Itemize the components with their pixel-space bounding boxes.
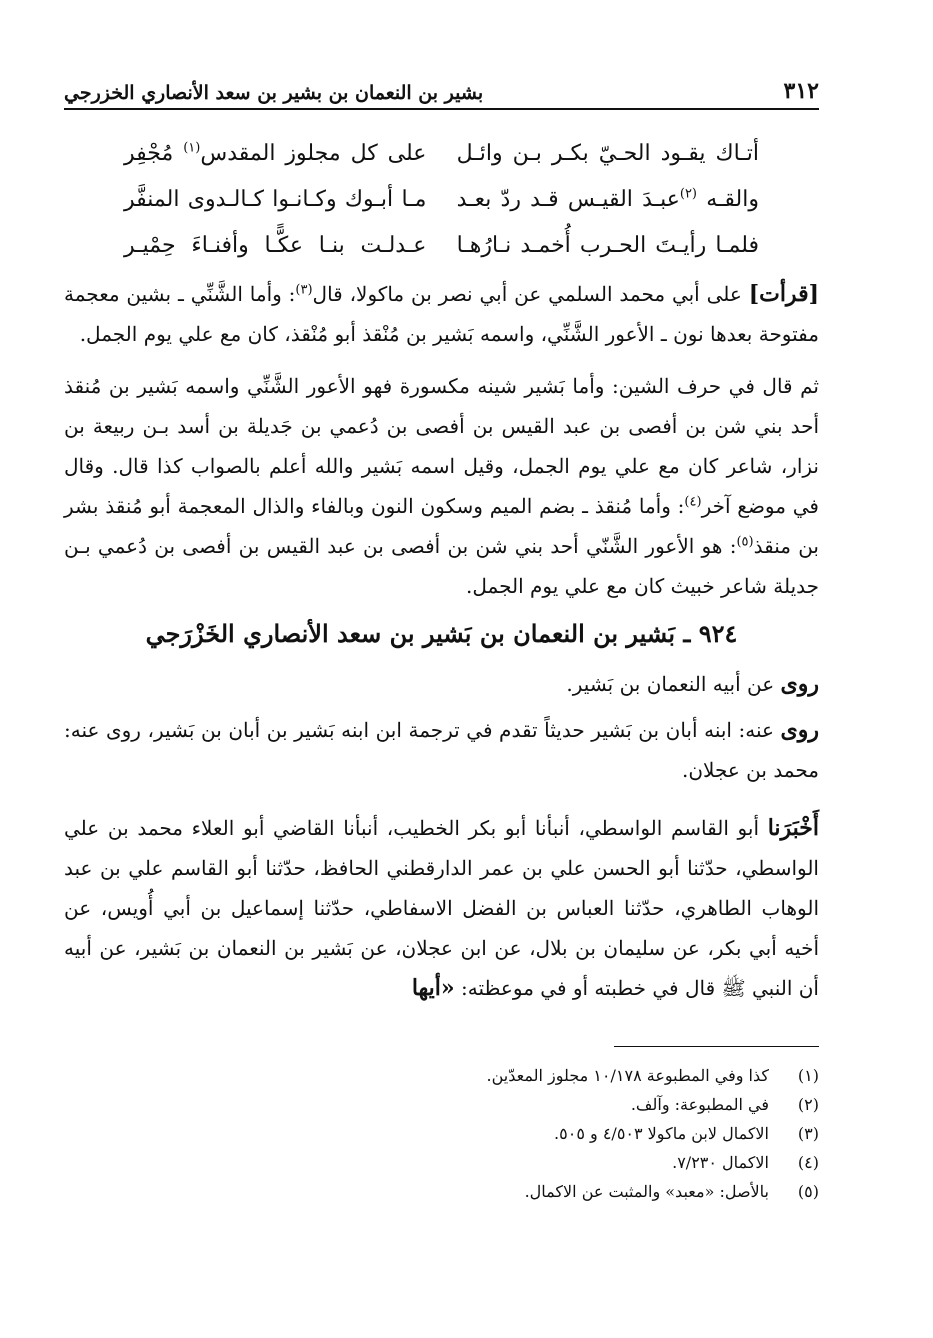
page-number: ٣١٢ [783,78,819,104]
footnote-5: (٥) بالأصل: «معبد» والمثبت عن الاكمال. [524,1182,819,1201]
footnote-ref-4[interactable]: (٤) [684,494,702,510]
verse-2 [64,176,819,222]
footnotes [64,1061,819,1206]
running-title: بشير بن النعمان بن بشير بن سعد الأنصاري الخزرجي [64,82,484,104]
verse-1-first-hemistich: أتـاك يقـود الحـيّ بكـر بـن وائـل [456,140,759,166]
lead-word: روى [780,717,819,743]
poem [64,130,819,268]
footnote-ref-3[interactable]: (٣) [295,282,313,298]
verse-1 [64,130,819,176]
footnote-ref-2[interactable]: (٢) [679,186,697,202]
book-page [64,70,819,1300]
paragraph-qarat: [قرأت] على أبي محمد السلمي عن أبي نصر بن ماكولا، قال$^{(٣)}$: وأما الشَّنِّي ـ بشين معجمة مفتوحة بعدها نون ـ الأعور الشَّنِّي، واسمه بَشير بن مُنْقذ أبو مُنْقذ، كان مع علي يوم الجمل. [64,281,819,346]
page-header [64,70,819,110]
footnote-ref-5[interactable]: (٥) [736,534,754,550]
footnote-2: (٢) في المطبوعة: وآلف. [630,1095,819,1114]
hadith-start: «أيها [411,975,455,1001]
footnote-1: (١) كذا وفي المطبوعة ١٠/١٧٨ مجلوز المعدّين. [486,1066,819,1085]
paragraph-riwaya-an: روى عن أبيه النعمان بن بَشير. [566,671,819,697]
entry-title: ٩٢٤ ـ بَشير بن النعمان بن بَشير بن سعد الأنصاري الخَزْرَجي [145,619,738,648]
verse-1-second-hemistich: على كل مجلوز المقدس$^{(١)}$ مُجْفِر [124,140,427,166]
footnote-separator [614,1046,819,1047]
paragraph-riwaya-anhu: روى عنه: ابنه أبان بن بَشير حديثاً تقدم في ترجمة ابن ابنه بَشير بن أبان بن بَشير، روى عنه: محمد بن عجلان. [64,717,819,782]
paragraph-shin: ثم قال في حرف الشين: وأما بَشير شينه مكسورة فهو الأعور الشَّنِّي واسمه بَشير بن مُنقذ أحد بني شن بن أفصى بن عبد القيس بن أفصى بن دُعمي بن جَديلة بن أسد بـن ربيعة بن نزار، شاعر كان مع علي يوم الجمل، وقيل اسمه بَشير والله أعلم بالصواب كذا قال. وقال في موضع آخر$^{(٤)}$: وأما مُنقذ ـ بضم الميم وسكون النون وبالفاء والذال المعجمة أبو مُنقذ بشر بن منقذ$^{(٥)}$: هو الأعور الشَّنّي أحد بني شن بن أفصى بن عبد القيس بن أفصى بن دُعمي بـن جديلة شاعر خبيث كان مع علي يوم الجمل. [64,374,819,598]
verse-3-first-hemistich: فلمـا رأيـتَ الحـرب أُخمـد نـارُهـا [456,232,759,258]
verse-3 [64,222,819,268]
footnote-3: (٣) الاكمال لابن ماكولا ٤/٥٠٣ و ٥٠٥. [554,1124,819,1143]
lead-word: [قرأت] [748,281,819,307]
footnote-ref-1[interactable]: (١) [183,140,201,156]
paragraph-isnad: أَخْبَرَنا أبو القاسم الواسطي، أنبأنا أبو بكر الخطيب، أنبأنا القاضي أبو العلاء محمد بن علي الواسطي، حدّثنا أبو الحسن علي بن عمر الدارقطني الحافظ، حدّثنا أبو القاسم علي بن عبد الوهاب الطاهري، حدّثنا العباس بن الفضل الاسفاطي، حدّثنا إسماعيل بن أبي أُويس، عن أخيه أبي بكر، عن سليمان بن بلال، عن ابن عجلان، عن بَشير بن النعمان بن بَشير، عن أبيه أن النبي ﷺ قال في خطبته أو في موعظته: «أيها [64,815,820,1001]
verse-2-second-hemistich: مـا أبـوك وكـانـوا كـالـدوى المنفَّر [124,186,427,212]
lead-word: روى [780,671,819,697]
verse-3-second-hemistich: عـدلـت بنـا عكًّـا وأفنـاءَ حِمْيـر [124,232,427,258]
lead-word: أَخْبَرَنا [767,815,820,841]
footnote-4: (٤) الاكمال ٧/٢٣٠. [672,1153,819,1172]
verse-2-first-hemistich: والقـه $^{(٢)}$عبـدَ القيـس قـد ردّ بعـد [456,186,759,212]
